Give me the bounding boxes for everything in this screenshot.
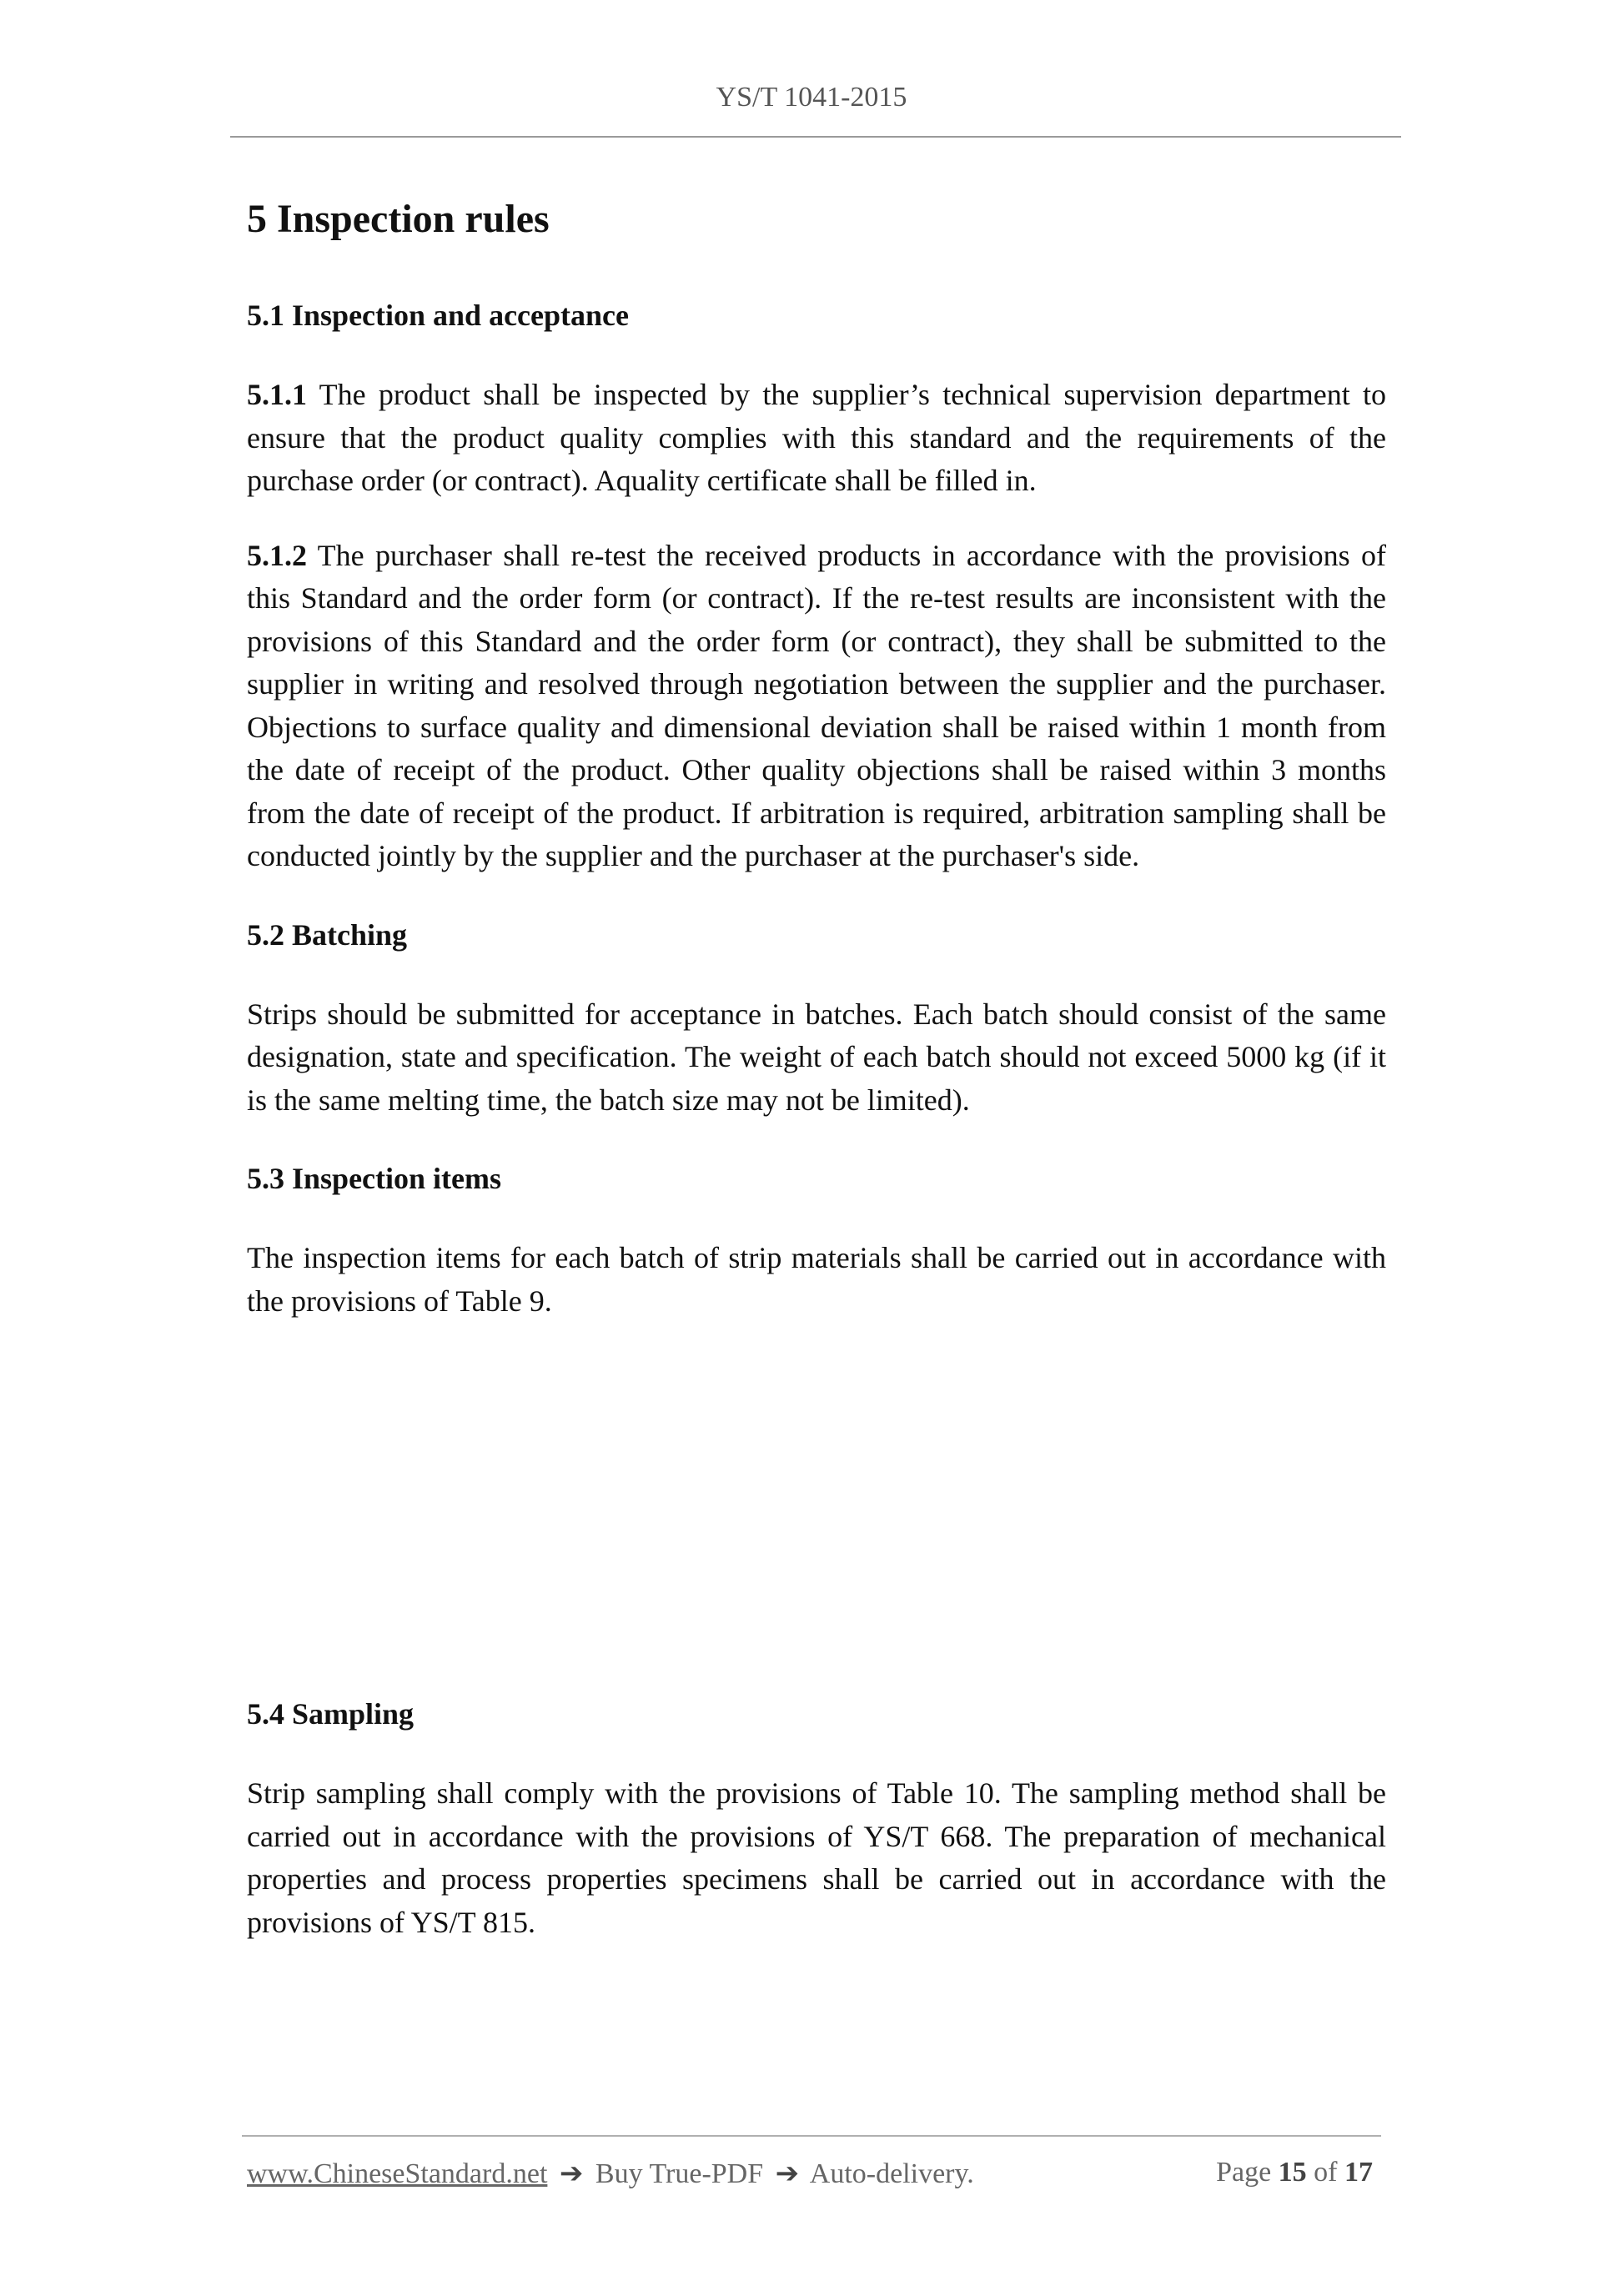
heading-5-3: 5.3 Inspection items — [247, 1162, 501, 1195]
delivery-text: Auto-delivery. — [809, 2158, 974, 2189]
paragraph-5-3: The inspection items for each batch of strip materials shall be carried out in accordance with the provisions of Table 9. — [247, 1241, 1386, 1318]
footer-promo — [247, 2157, 974, 2190]
running-header: YS/T 1041-2015 — [716, 82, 907, 113]
section-title: 5 Inspection rules — [247, 197, 550, 241]
site-link[interactable]: www.ChineseStandard.net — [247, 2158, 548, 2189]
arrow-right-icon: ➔ — [559, 2158, 584, 2189]
blank-space — [247, 1354, 1386, 1689]
heading-5-4: 5.4 Sampling — [247, 1697, 415, 1731]
paragraph-5-2: Strips should be submitted for acceptance in batches. Each batch should consist of the same designation, state and specification. The weight of each batch should not exceed 5000 kg (if it is the same melting time, the batch size may not be limited). — [247, 997, 1386, 1117]
page-label: Page — [1216, 2157, 1272, 2188]
buy-text: Buy True-PDF — [595, 2158, 764, 2189]
heading-5-1: 5.1 Inspection and acceptance — [247, 299, 629, 332]
arrow-right-icon: ➔ — [775, 2158, 800, 2189]
of-label: of — [1314, 2157, 1338, 2188]
header-divider — [230, 136, 1401, 138]
paragraph-5-1-2 — [247, 535, 1386, 878]
footer-divider — [242, 2135, 1381, 2137]
page-indicator — [1216, 2157, 1373, 2188]
page-footer — [247, 2157, 1381, 2198]
paragraph-5-1-1 — [247, 374, 1386, 503]
page-body — [247, 190, 1386, 1976]
total-pages: 17 — [1344, 2157, 1373, 2188]
heading-5-2: 5.2 Batching — [247, 917, 408, 952]
clause-text: The purchaser shall re-test the received products in accordance with the provisions of this Standard and the order form (or contract). If the re-test results are inconsistent with the provisions of this Standard and the order form (or contract), they shall be submitted to the supplier in writing and resolved through negotiation between the supplier and the purchaser. Objections to surface quality and dimensional deviation shall be raised within 1 month from the date of receipt of the product. Other quality objections shall be raised within 3 months from the date of receipt of the product. If arbitration is required, arbitration sampling shall be conducted jointly by the supplier and the purchaser at the purchaser's side. — [247, 538, 1386, 872]
clause-text: The product shall be inspected by the supplier’s technical supervision department to ensure that the product quality complies with this standard and the requirements of the purchase order (or contract). Aquality certificate shall be filled in. — [247, 378, 1386, 497]
clause-number: 5.1.2 — [247, 538, 307, 572]
current-page: 15 — [1278, 2157, 1307, 2188]
clause-number: 5.1.1 — [247, 378, 307, 411]
paragraph-5-4: Strip sampling shall comply with the provisions of Table 10. The sampling method shall be carried out in accordance with the provisions of YS/T 668. The preparation of mechanical properties and process properties specimens shall be carried out in accordance with the provisions of YS/T 815. — [247, 1776, 1386, 1939]
